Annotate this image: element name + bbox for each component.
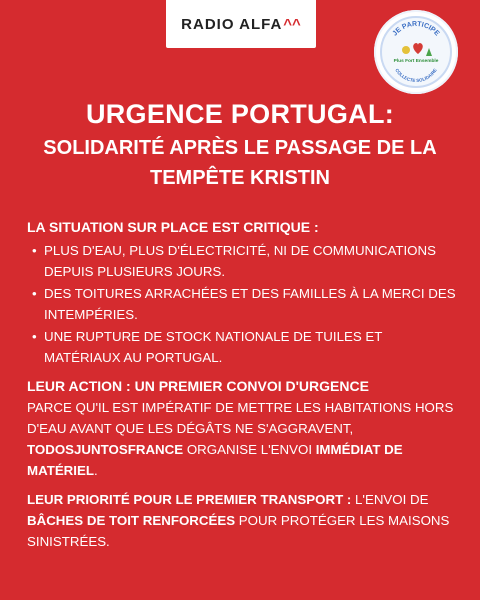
- priority-emphasis: BÂCHES DE TOIT RENFORCÉES: [27, 513, 236, 528]
- action-org: TODOSJUNTOSFRANCE: [27, 442, 184, 457]
- badge-heart-icon: [413, 43, 423, 54]
- article-body: [27, 217, 457, 552]
- badge-top-text: JE PARTICIPE: [391, 20, 441, 38]
- headline-line1: URGENCE PORTUGAL:: [85, 99, 395, 129]
- list-item: • DES TOITURES ARRACHÉES ET DES FAMILLES À LA MERCI DES INTEMPÉRIES.: [27, 283, 457, 325]
- priority-post: POUR PROTÉGER LES MAISONS SINISTRÉES.: [27, 513, 450, 549]
- svg-text:JE PARTICIPE: [392, 21, 441, 38]
- headline-line2: SOLIDARITÉ APRÈS LE PASSAGE DE LA: [43, 137, 437, 159]
- priority-text: [27, 489, 457, 552]
- svg-text:COLLECTE SOLIDAIRE: [394, 68, 437, 83]
- action-end: .: [93, 463, 98, 478]
- action-text: [27, 397, 457, 481]
- list-item: • UNE RUPTURE DE STOCK NATIONALE DE TUILES ET MATÉRIAUX AU PORTUGAL.: [27, 326, 457, 368]
- brand-name: RADIO ALFA: [181, 15, 283, 33]
- priority-heading: LEUR PRIORITÉ POUR LE PREMIER TRANSPORT :: [27, 492, 352, 507]
- badge-tree-icon: [426, 48, 432, 56]
- badge-sun-icon: [402, 46, 410, 54]
- headline: [20, 98, 460, 193]
- action-heading: LEUR ACTION : UN PREMIER CONVOI D'URGENCE: [27, 378, 369, 394]
- collecte-solidaire-badge: [374, 10, 458, 94]
- badge-bottom-text: COLLECTE SOLIDAIRE: [394, 67, 438, 84]
- action-emphasis: IMMÉDIAT DE MATÉRIEL: [27, 442, 403, 478]
- action-section: [27, 376, 457, 481]
- action-mid: ORGANISE L'ENVOI: [183, 442, 316, 457]
- brand-header: [166, 0, 316, 48]
- brand-carets: ^^: [283, 15, 301, 33]
- badge-middle-text: Plus Fort Ensemble: [393, 59, 439, 64]
- headline-line3: TEMPÊTE KRISTIN: [149, 167, 330, 189]
- priority-pre: L'ENVOI DE: [351, 492, 429, 507]
- priority-section: [27, 489, 457, 552]
- action-body: PARCE QU'IL EST IMPÉRATIF DE METTRE LES HABITATIONS HORS D'EAU AVANT QUE LES DÉGÂTS NE S'AGGRAVENT,: [27, 400, 454, 436]
- list-item: • PLUS D'EAU, PLUS D'ÉLECTRICITÉ, NI DE COMMUNICATIONS DEPUIS PLUSIEURS JOURS.: [27, 240, 457, 282]
- badge-logo-icon: [374, 10, 458, 94]
- situation-heading: LA SITUATION SUR PLACE EST CRITIQUE :: [27, 219, 319, 235]
- situation-list: [27, 240, 457, 368]
